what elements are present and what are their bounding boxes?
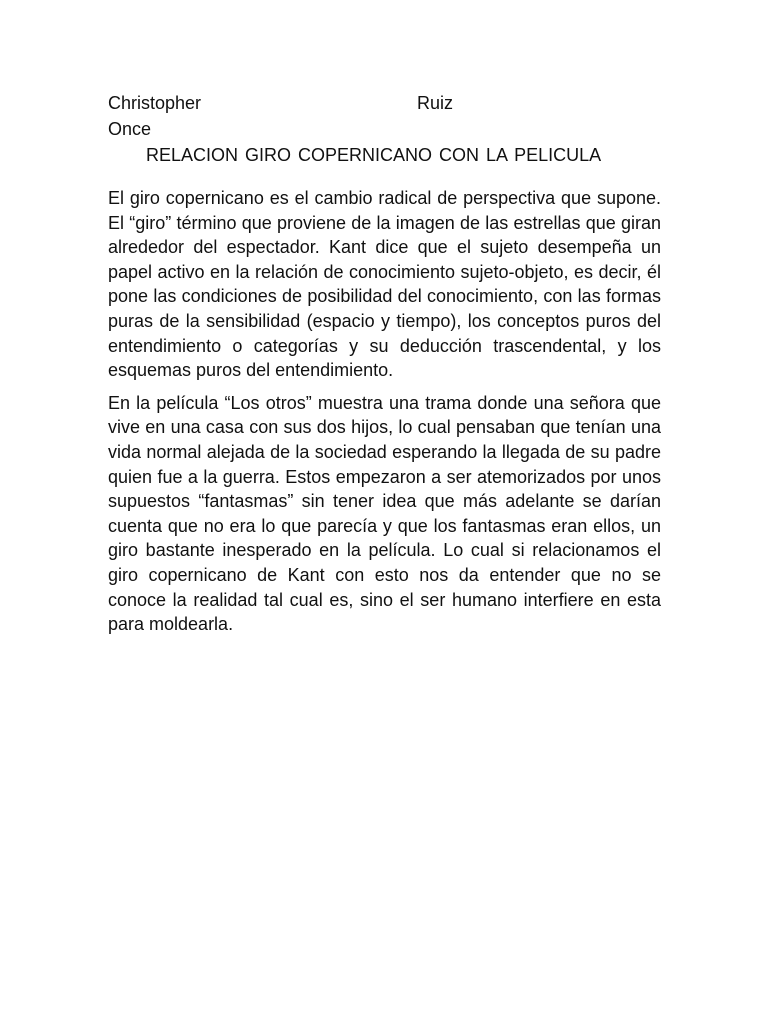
paragraph-2: En la película “Los otros” muestra una trama donde una señora que vive en una casa con sus dos hijos, lo cual pensaban que tenían una vida normal alejada de la sociedad esperando la llegada de su padre quien fue a la guerra. Estos empezaron a ser atemorizados por unos supuestos “fantasmas” sin tener idea que más adelante se darían cuenta que no era lo que parecía y que los fantasmas eran ellos, un giro bastante inesperado en la película. Lo cual si relacionamos el giro copernicano de Kant con esto nos da entender que no se conoce la realidad tal cual es, sino el ser humano interfiere en esta para moldearla.	[108, 392, 661, 635]
author-line	[108, 91, 661, 116]
author-first-name: Christopher	[108, 93, 202, 113]
document-title: RELACION GIRO COPERNICANO CON LA PELICULA	[146, 145, 602, 165]
grade-label: Once	[108, 119, 152, 139]
author-last-name: Ruiz	[417, 93, 454, 113]
document-page	[108, 91, 661, 645]
paragraph-1: El giro copernicano es el cambio radical de perspectiva que supone. El “giro” término que proviene de la imagen de las estrellas que giran alrededor del espectador. Kant dice que el sujeto desempeña un papel activo en la relación de conocimiento sujeto-objeto, es decir, él pone las condiciones de posibilidad del conocimiento, con las formas puras de la sensibilidad (espacio y tiempo), los conceptos puros del entendimiento o categorías y su deducción trascendental, y los esquemas puros del entendimiento.	[108, 188, 661, 381]
